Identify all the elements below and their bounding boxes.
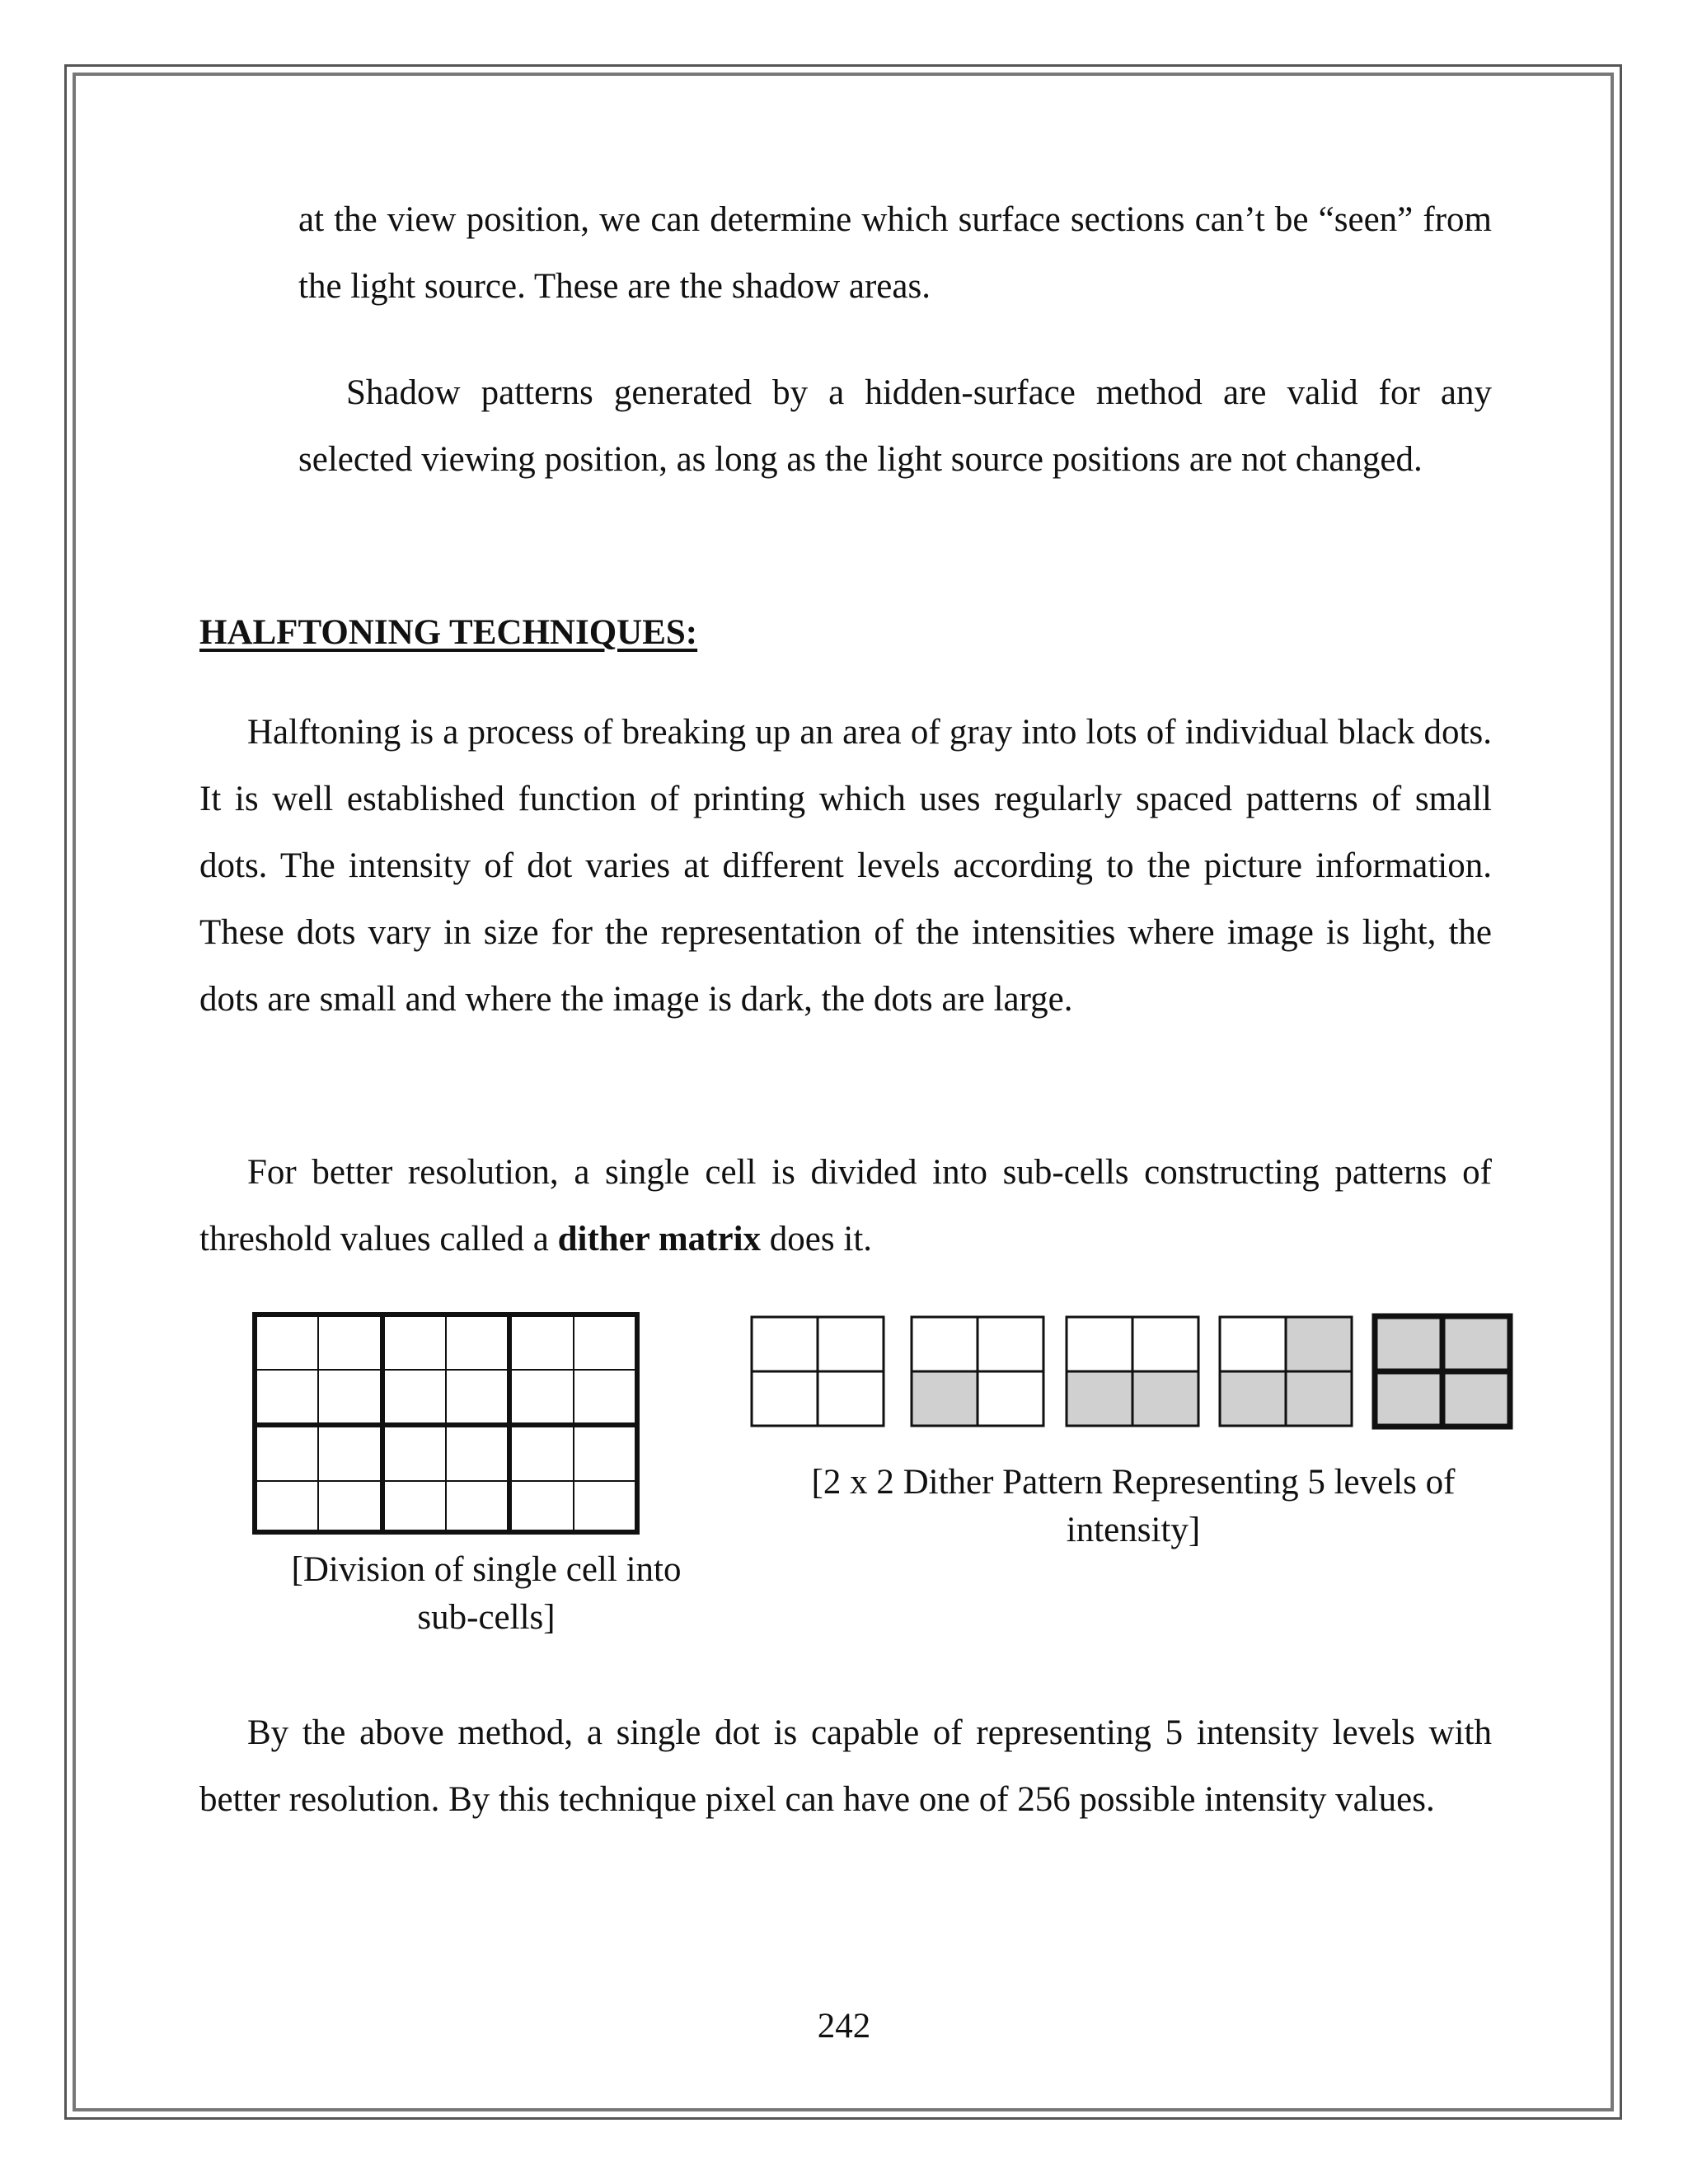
dither-3-cell-br — [1286, 1371, 1352, 1426]
caption-dither-line2: intensity] — [1066, 1511, 1201, 1549]
dither-pattern-level-1 — [910, 1315, 1048, 1429]
paragraph-intensity-levels: By the above method, a single dot is capable of representing 5 intensity levels with better resolution. By this technique pixel can have one of 256 possible intensity values. — [199, 1713, 1492, 1819]
subcell-grid-figure — [252, 1312, 640, 1535]
dither-4-cell-tr — [1442, 1316, 1510, 1371]
dither-matrix-term: dither matrix — [557, 1220, 762, 1258]
dither-0-cell-tl — [752, 1317, 818, 1371]
page-number: 242 — [817, 2007, 871, 2046]
dither-1-cell-bl — [912, 1371, 978, 1426]
dither-2-cell-tr — [1132, 1317, 1198, 1371]
dither-1-cell-tr — [978, 1317, 1043, 1371]
dither-pattern-level-2 — [1065, 1315, 1203, 1429]
dither-text-before: For better resolution, a single cell is divided into sub-cells constructing patterns of threshold values called a — [199, 1153, 1492, 1258]
dither-pattern-level-4 — [1372, 1313, 1515, 1432]
paragraph-shadow-patterns: Shadow patterns generated by a hidden-surface method are valid for any selected viewing position, as long as the light source positions are not changed. — [298, 373, 1492, 479]
caption-dither-line1: [2 x 2 Dither Pattern Representing 5 levels of — [811, 1463, 1456, 1502]
dither-2-cell-tl — [1067, 1317, 1132, 1371]
paragraph-dither-matrix — [199, 1139, 1492, 1272]
section-heading-halftoning: HALFTONING TECHNIQUES: — [199, 613, 698, 652]
paragraph-halftoning-definition: Halftoning is a process of breaking up an area of gray into lots of individual black dots. It is well established function of printing which uses regularly spaced patterns of small dots. The intensity of dot varies at different levels according to the picture information. These dots vary in size for the representation of the intensities where image is light, the dots are small and where the image is dark, the dots are large. — [199, 713, 1492, 1019]
dither-pattern-level-3 — [1218, 1315, 1357, 1429]
dither-3-cell-bl — [1220, 1371, 1286, 1426]
dither-2-cell-bl — [1067, 1371, 1132, 1426]
caption-dither-patterns — [775, 1459, 1492, 1554]
paragraph-shadow-areas: at the view position, we can determine which surface sections can’t be “seen” from the light source. These are the shadow areas. — [298, 200, 1492, 306]
dither-0-cell-bl — [752, 1371, 818, 1426]
dither-1-cell-tl — [912, 1317, 978, 1371]
dither-3-cell-tl — [1220, 1317, 1286, 1371]
caption-subcell-division — [247, 1546, 725, 1642]
dither-1-cell-br — [978, 1371, 1043, 1426]
dither-4-cell-br — [1442, 1371, 1510, 1427]
caption-subcell-line1: [Division of single cell into — [291, 1550, 682, 1589]
dither-3-cell-tr — [1286, 1317, 1352, 1371]
dither-text-after: does it. — [761, 1220, 873, 1258]
dither-0-cell-tr — [818, 1317, 884, 1371]
dither-pattern-level-0 — [750, 1315, 889, 1429]
caption-subcell-line2: sub-cells] — [417, 1598, 556, 1637]
dither-4-cell-bl — [1375, 1371, 1442, 1427]
dither-4-cell-tl — [1375, 1316, 1442, 1371]
dither-0-cell-br — [818, 1371, 884, 1426]
dither-2-cell-br — [1132, 1371, 1198, 1426]
